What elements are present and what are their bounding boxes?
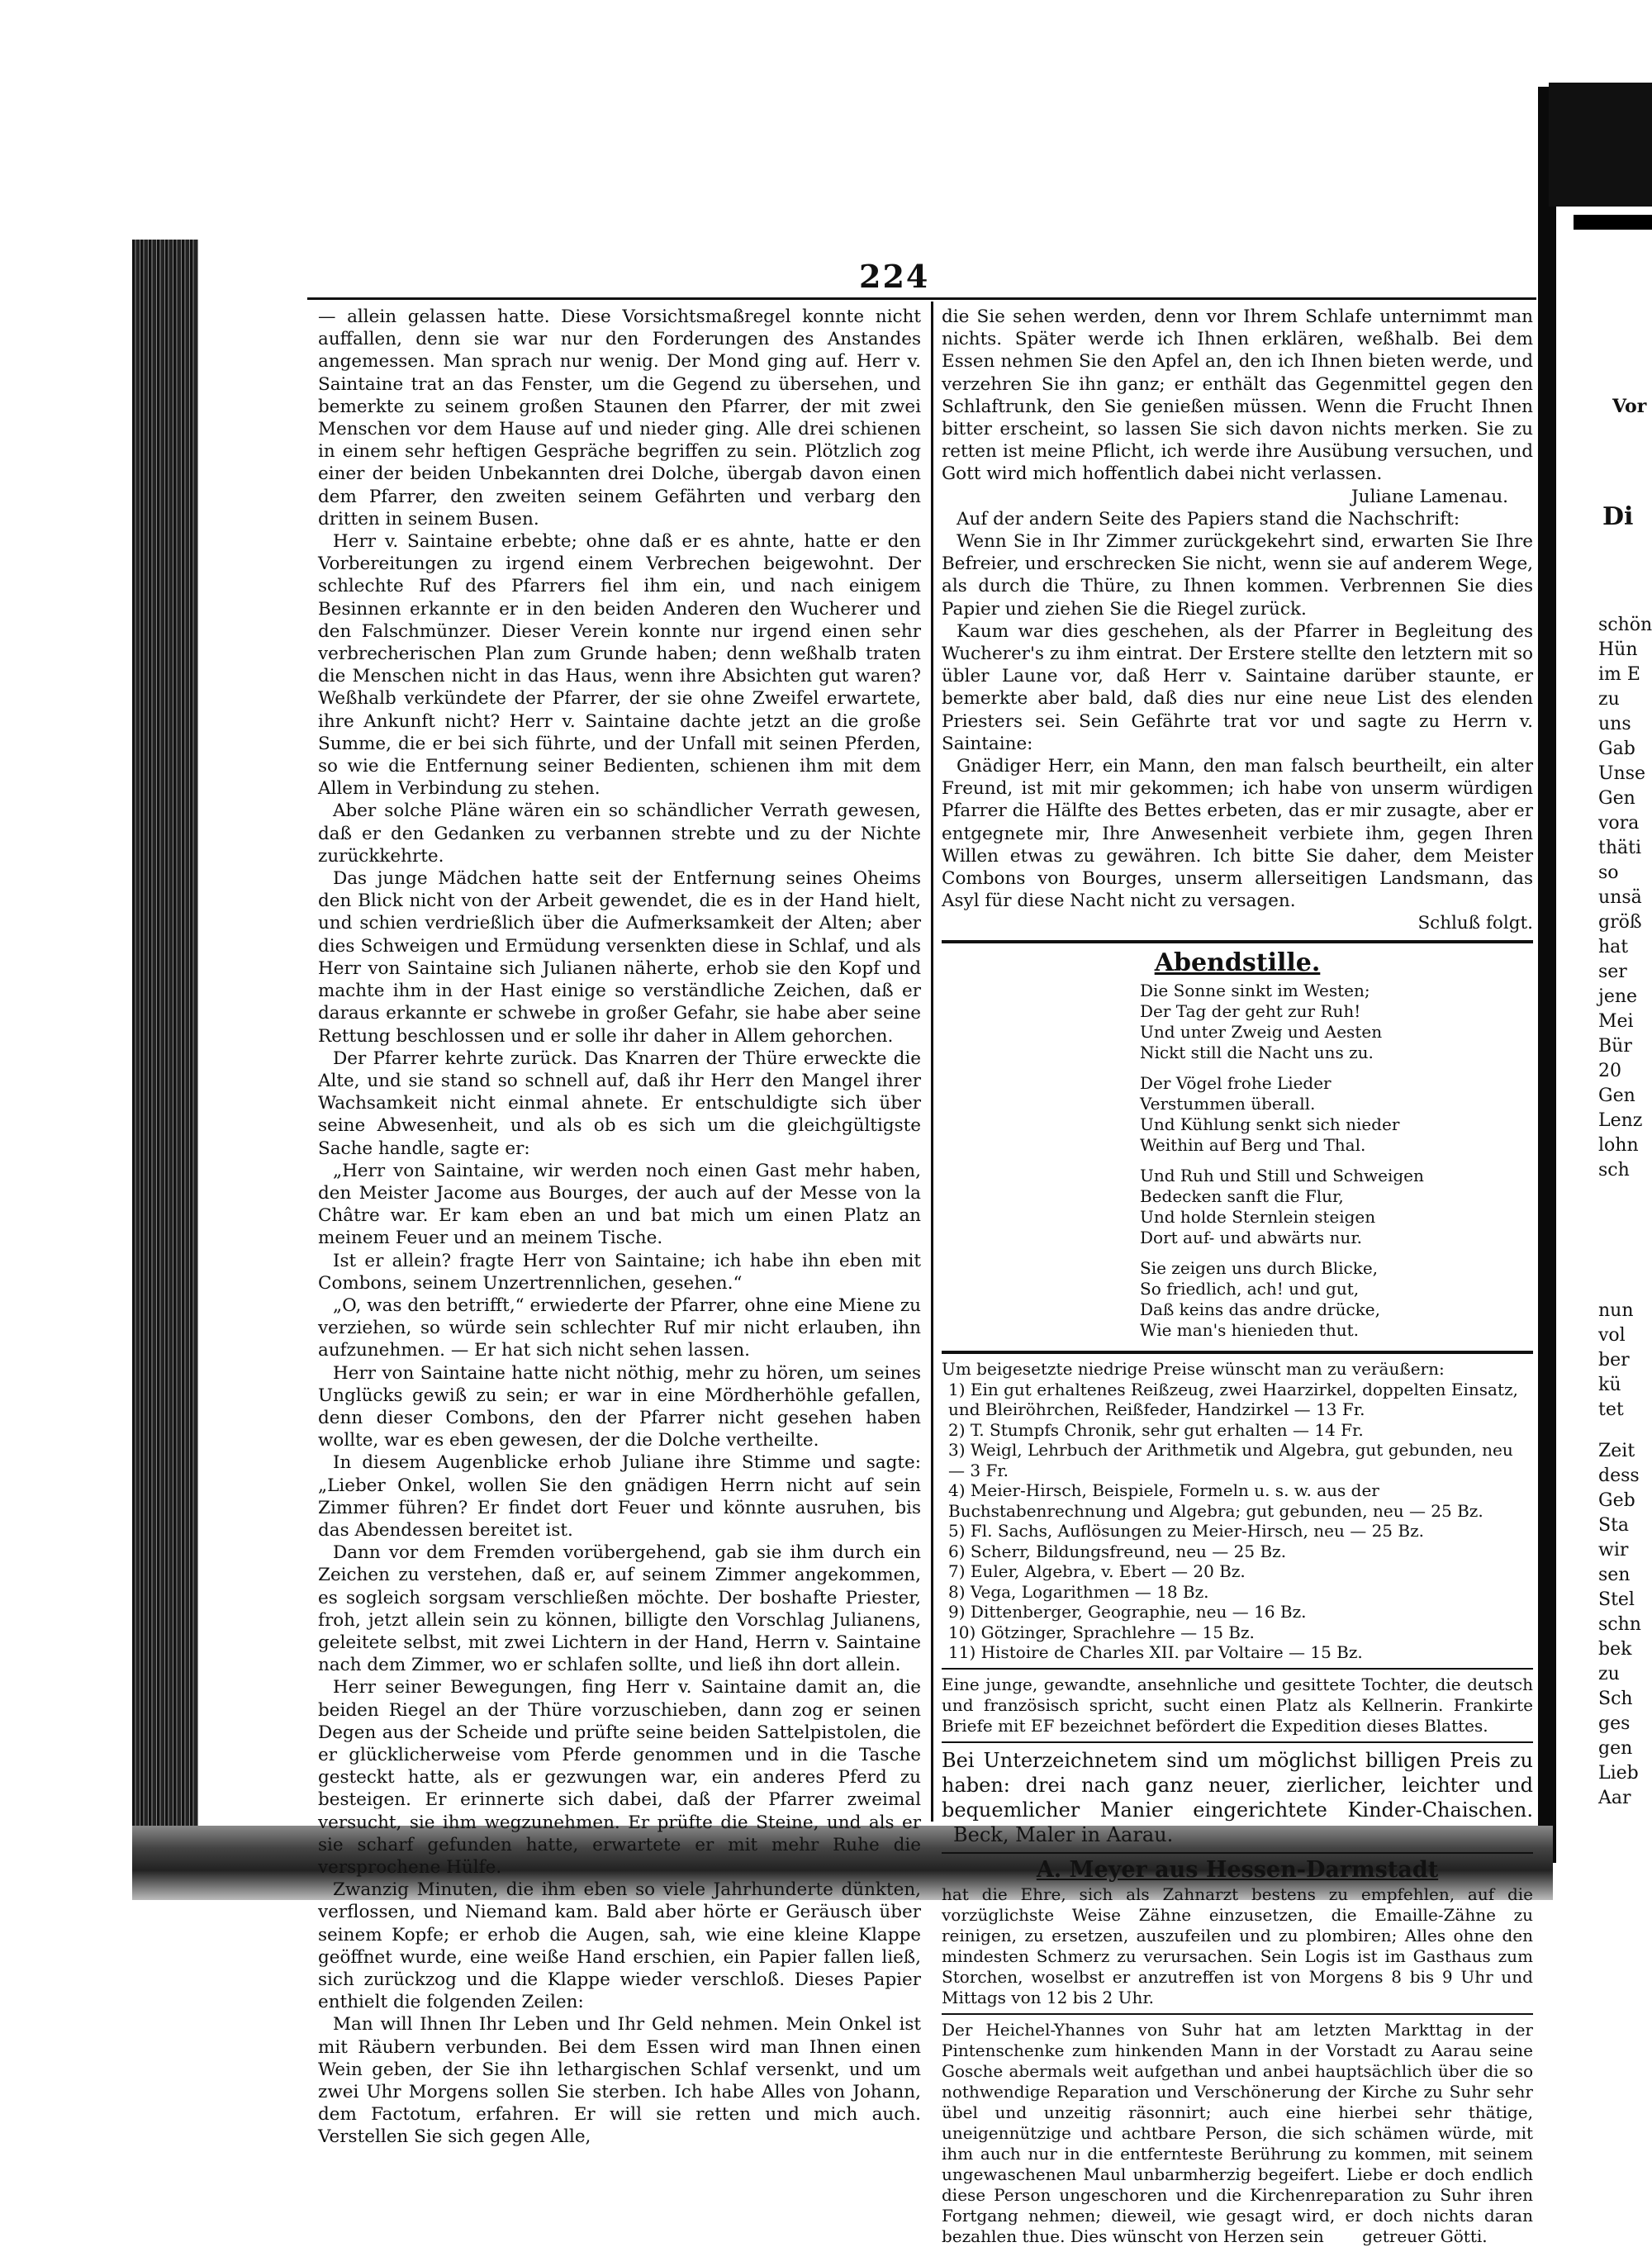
edge-fragment: zu [1598, 689, 1620, 710]
edge-fragment: lohn [1598, 1135, 1639, 1156]
edge-fragment: Mei [1598, 1011, 1634, 1032]
edge-fragment: Vor [1612, 396, 1647, 417]
list-item: 7) Euler, Algebra, v. Ebert — 20 Bz. [948, 1561, 1246, 1582]
edge-fragment: Lenz [1598, 1110, 1643, 1131]
paragraph: Kaum war dies geschehen, als der Pfarrer in Begleitung des Wucherer's zu ihm eintrat. Der Erstere stellte den letztern mit so übler Laune vor, daß Herr v. Saintaine darüber staunte, er bemerkte aber bald, daß dies nur eine neue List des elenden Priesters sei. Sein Gefährte trat vor und sagte zu Herrn v. Saintaine: [942, 620, 1533, 754]
edge-fragment: ser [1598, 962, 1627, 982]
edge-fragment: kü [1598, 1375, 1621, 1395]
edge-fragment: schn [1598, 1614, 1641, 1635]
section-rule [942, 940, 1533, 943]
ad-rule [942, 1741, 1533, 1743]
edge-fragment: wir [1598, 1540, 1629, 1561]
paragraph: — allein gelassen hatte. Diese Vorsichtsmaßregel konnte nicht auffallen, denn sie war nur den Forderungen des Anstandes angemessen. Man sprach nur wenig. Der Mond ging auf. Herr v. Saintaine trat an das Fenster, um die Gegend zu übersehen, und bemerkte zu seinem großen Staunen den Pfarrer, der mit zwei Menschen vor dem Hause auf und nieder ging. Alle drei schienen in einem sehr heftigen Gespräche begriffen zu sein. Plötzlich zog einer der beiden Unbekannten drei Dolche, übergab davon einen dem Pfarrer, den zweiten seinem Gefährten und verbarg den dritten in seinem Busen. [318, 306, 921, 530]
right-page-header-block [1549, 83, 1652, 207]
poem-stanza [1140, 1166, 1533, 1248]
edge-fragment: sen [1598, 1565, 1631, 1585]
edge-fragment: zu [1598, 1664, 1620, 1684]
ad-chaischen-signature: Beck, Maler in Aarau. [953, 1822, 1174, 1846]
ad-zahnarzt-text: hat die Ehre, sich als Zahnarzt bestens zu empfehlen, auf die vorzüglichste Weise Zähne einzusetzen, die Emaille-Zähne zu reinigen, zu ersetzen, auszufeilen und zu plombiren; Alles ohne den mindesten Schmerz zu verursachen. Sein Logis ist im Gasthaus zum Storchen, woselbst er anzutreffen ist von Morgens 8 bis 9 Uhr und Mittags von 12 bis 2 Uhr. [942, 1884, 1533, 2008]
edge-fragment: uns [1598, 714, 1631, 734]
edge-fragment: Lieb [1598, 1763, 1639, 1784]
edge-fragment: Stel [1598, 1589, 1635, 1610]
paragraph: Dann vor dem Fremden vorübergehend, gab sie ihm durch ein Zeichen zu verstehen, daß er, auf seinem Zimmer angekommen, es sogleich sorgsam verschließen möchte. Der boshafte Priester, froh, jetzt allein sein zu können, billigte den Vorschlag Julianens, geleitete selbst, mit zwei Lichtern in der Hand, Herrn v. Saintaine nach dem Zimmer, wo er schlafen sollte, und ließ ihn dort allein. [318, 1542, 921, 1676]
right-column [942, 306, 1533, 2247]
poem-line: Nickt still die Nacht uns zu. [1140, 1042, 1374, 1062]
list-item: 4) Meier-Hirsch, Beispiele, Formeln u. s. w. aus der Buchstabenrechnung und Algebra; gut gebunden, neu — 25 Bz. [948, 1480, 1483, 1521]
edge-fragment: Gab [1598, 739, 1635, 759]
poem-line: Sie zeigen uns durch Blicke, [1140, 1257, 1379, 1278]
edge-fragment: Gen [1598, 1085, 1635, 1106]
list-item: 8) Vega, Logarithmen — 18 Bz. [948, 1581, 1209, 1602]
paragraph: Aber solche Pläne wären ein so schändlicher Verrath gewesen, daß er den Gedanken zu verbannen strebte und zu der Nichte zurückkehrte. [318, 800, 921, 867]
book-page-edge [132, 240, 198, 1859]
edge-fragment: vora [1598, 813, 1640, 834]
ad-rule [942, 1852, 1533, 1854]
ad-books-list [942, 1380, 1533, 1663]
poem-line: Der Vögel frohe Lieder [1140, 1072, 1332, 1093]
paragraph: Herr seiner Bewegungen, fing Herr v. Saintaine damit an, die beiden Riegel an der Thüre vorzuschieben, dann zog er seinen Degen aus der Scheide und prüfte seine beiden Sattelpistolen, die er glücklicherweise vom Pferde genommen und in die Tasche gesteckt hatte, als er gezwungen war, ein anderes Pferd zu besteigen. Er erinnerte sich dabei, daß der Pfarrer zweimal versucht, sie ihm wegzunehmen. Er prüfte die Steine, und als er sie scharf gefunden hatte, erwartete er mit mehr Ruhe die versprochene Hülfe. [318, 1677, 921, 1879]
edge-fragment: Hün [1598, 639, 1638, 660]
edge-fragment: Sta [1598, 1515, 1630, 1536]
poem-line: Und unter Zweig und Aesten [1140, 1021, 1383, 1042]
paragraph: „Herr von Saintaine, wir werden noch einen Gast mehr haben, den Meister Jacome aus Bourges, der auch auf der Messe von la Châtre war. Er kam eben an und bat mich um einen Platz an meinem Feuer und an meinem Tische. [318, 1160, 921, 1249]
list-item: 3) Weigl, Lehrbuch der Arithmetik und Algebra, gut gebunden, neu — 3 Fr. [948, 1440, 1513, 1480]
paragraph: In diesem Augenblicke erhob Juliane ihre Stimme und sagte: „Lieber Onkel, wollen Sie den gnädigen Herrn nicht auf sein Zimmer führen? Er findet dort Feuer und könnte ausruhen, bis das Abendessen bereitet ist. [318, 1452, 921, 1541]
edge-fragment: Sch [1598, 1689, 1633, 1709]
right-page-binding [1538, 87, 1556, 1863]
poem-line: Die Sonne sinkt im Westen; [1140, 980, 1370, 1000]
paragraph: Gnädiger Herr, ein Mann, den man falsch beurtheilt, ein alter Freund, ist mit mir gekommen; ich habe von unserm würdigen Pfarrer die Hälfte des Bettes erbeten, das er mir zusagte, aber er entgegnete mir, Ihre Anwesenheit verbiete ihm, gegen Ihren Willen etwas zu gewähren. Ich bitte Sie daher, dem Meister Combons von Bourges, unserm allerseitigen Landsmann, das Asyl für diese Nacht nicht zu versagen. [942, 756, 1533, 912]
edge-fragment: größ [1598, 912, 1642, 933]
list-item: 1) Ein gut erhaltenes Reißzeug, zwei Haarzirkel, doppelten Einsatz, und Bleiröhrchen, Reißfeder, Handzirkel — 13 Fr. [948, 1379, 1518, 1420]
paragraph: „O, was den betrifft,“ erwiederte der Pfarrer, ohne eine Miene zu verziehen, so würde sein schlechter Ruf mir nicht erlauben, ihn aufzunehmen. — Er hat sich nicht sehen lassen. [318, 1295, 921, 1361]
poem-stanza [1140, 1258, 1533, 1341]
ad-chaischen-text: Bei Unterzeichnetem sind um möglichst billigen Preis zu haben: drei nach ganz neuer, zierlicher, leichter und bequemlicher Manier eingerichtete Kinder-Chaischen. [942, 1748, 1533, 1822]
left-column [318, 306, 921, 2149]
ad-goetti-signature: getreuer Götti. [1362, 2226, 1488, 2247]
edge-fragment: thäti [1598, 838, 1642, 858]
column-divider [931, 302, 933, 1822]
poem-line: Daß keins das andre drücke, [1140, 1299, 1380, 1319]
ad-kellnerin: Eine junge, gewandte, ansehnliche und gesittete Tochter, die deutsch und französisch spricht, sucht einen Platz als Kellnerin. Frankirte Briefe mit EF bezeichnet befördert die Expedition dieses Blattes. [942, 1674, 1533, 1736]
edge-fragment: Bür [1598, 1036, 1632, 1057]
paragraph: Herr v. Saintaine erbebte; ohne daß er es ahnte, hatte er den Vorbereitungen zu irgend einem Verbrechen beigewohnt. Der schlechte Ruf des Pfarrers fiel ihm ein, und nach einigem Besinnen erkannte er in den beiden Anderen den Wucherer und den Falschmünzer. Dieser Verein konnte nur irgend einen sehr verbrecherischen Plan zum Grunde haben; denn weßhalb traten die Menschen nicht in das Haus, wenn ihre Absichten gut waren? Weßhalb verkündete der Pfarrer, der sie ohne Zweifel erwartete, ihre Ankunft nicht? Herr v. Saintaine dachte jetzt an die große Summe, die er bei sich führte, und der Unfall mit seinen Pferden, so wie die Entfernung seiner Bedienten, schienen ihm mit dem Allem in Verbindung zu stehen. [318, 531, 921, 800]
poem-stanza [1140, 981, 1533, 1063]
poem-line: Weithin auf Berg und Thal. [1140, 1134, 1366, 1155]
ad-goetti [942, 2020, 1533, 2247]
edge-fragment: jene [1598, 986, 1638, 1007]
edge-fragment: hat [1598, 937, 1629, 957]
paragraph: Zwanzig Minuten, die ihm eben so viele Jahrhunderte dünkten, verflossen, und Niemand kam. Bald aber hörte er Geräusch über seinem Kopfe; er erhob die Augen, sah, wie eine kleine Klappe geöffnet wurde, eine weiße Hand erschien, ein Papier fallen ließ, sich zurückzog und die Klappe wieder verschloß. Dieses Papier enthielt die folgenden Zeilen: [318, 1879, 921, 2013]
edge-fragment: vol [1598, 1325, 1626, 1346]
header-rule [307, 297, 1536, 300]
letter-signature: Juliane Lamenau. [1351, 486, 1508, 507]
poem-line: Und Ruh und Still und Schweigen [1140, 1165, 1424, 1185]
edge-fragment: Aar [1598, 1788, 1631, 1808]
list-item: 11) Histoire de Charles XII. par Voltaire — 15 Bz. [948, 1642, 1363, 1663]
edge-fragment: Zeit [1598, 1441, 1635, 1461]
ad-books-intro: Um beigesetzte niedrige Preise wünscht man zu veräußern: [942, 1358, 1445, 1379]
edge-fragment: unsä [1598, 887, 1642, 908]
list-item: 10) Götzinger, Sprachlehre — 15 Bz. [948, 1622, 1255, 1642]
poem-stanza [1140, 1073, 1533, 1156]
edge-fragment: schön [1598, 615, 1652, 635]
paragraph: die Sie sehen werden, denn vor Ihrem Schlafe unternimmt man nichts. Später werde ich Ihnen erklären, weßhalb. Bei dem Essen nehmen Sie den Apfel an, den ich Ihnen bieten werde, und verzehren Sie ihn ganz; er enthält das Gegenmittel gegen den Schlaftrunk, den Sie genießen müssen. Wenn die Frucht Ihnen bitter erscheint, so lassen Sie sich davon nichts merken. Sie zu retten ist meine Pflicht, ich werde ihre Ausübung versuchen, und Gott wird mich hoffentlich dabei nicht verlassen. [942, 306, 1533, 485]
edge-fragment: sch [1598, 1160, 1630, 1181]
list-item: 9) Dittenberger, Geographie, neu — 16 Bz. [948, 1602, 1307, 1622]
edge-fragment: 20 [1598, 1061, 1621, 1081]
paragraph: Wenn Sie in Ihr Zimmer zurückgekehrt sind, erwarten Sie Ihre Befreier, und erschrecken Sie nicht, wenn sie auf anderem Wege, als durch die Thüre, zu Ihnen kommen. Verbrennen Sie dies Papier und ziehen Sie die Riegel zurück. [942, 531, 1533, 620]
edge-fragment: ber [1598, 1350, 1630, 1371]
edge-fragment: ges [1598, 1713, 1631, 1734]
poem-line: Und Kühlung senkt sich nieder [1140, 1114, 1400, 1134]
poem-line: Wie man's hienieden thut. [1140, 1319, 1359, 1340]
edge-fragment: nun [1598, 1300, 1634, 1321]
poem-line: So friedlich, ach! und gut, [1140, 1278, 1360, 1299]
edge-fragment: so [1598, 862, 1619, 883]
to-be-continued: Schluß folgt. [1417, 913, 1533, 934]
paragraph: Man will Ihnen Ihr Leben und Ihr Geld nehmen. Mein Onkel ist mit Räubern verbunden. Bei dem Essen wird man Ihnen einen Wein geben, der Sie ihn lethargischen Schlaf versenkt, und um zwei Uhr Morgens sollen Sie sterben. Ich habe Alles von Johann, dem Factotum, erfahren. Er will sie retten und mich auch. Verstellen Sie sich gegen Alle, [318, 2014, 921, 2148]
list-item: 2) T. Stumpfs Chronik, sehr gut erhalten — 14 Fr. [948, 1419, 1364, 1440]
paragraph: Auf der andern Seite des Papiers stand die Nachschrift: [957, 508, 1460, 530]
poem-line: Und holde Sternlein steigen [1140, 1206, 1376, 1227]
poem-line: Verstummen überall. [1140, 1093, 1316, 1114]
paragraph: Das junge Mädchen hatte seit der Entfernung seines Oheims den Blick nicht von der Arbeit gewendet, die es in der Hand hielt, und schien verdrießlich über die Aufmerksamkeit der Alten; aber dies Schweigen und Ermüdung versenkten diese in Schlaf, und als Herr von Saintaine sich Julianen näherte, erhob sie den Kopf und machte ihm in der Hast einige so verständliche Zeichen, daß er daraus erkannte er schwebe in großer Gefahr, sie habe aber seine Rettung beschlossen und er solle ihr daher in Allem gehorchen. [318, 868, 921, 1047]
list-item: 6) Scherr, Bildungsfreund, neu — 25 Bz. [948, 1541, 1287, 1561]
edge-fragment: Unse [1598, 763, 1646, 784]
ad-rule [942, 1668, 1533, 1670]
page-number: 224 [859, 258, 930, 295]
edge-fragment: dess [1598, 1466, 1640, 1486]
right-page-header-rule [1574, 215, 1652, 230]
paragraph: Der Pfarrer kehrte zurück. Das Knarren der Thüre erweckte die Alte, und sie stand so schnell auf, daß ihr Herr den Mangel ihrer Wachsamkeit nicht einmal ahnete. Er entschuldigte sich über seine Abwesenheit, und als ob es sich um die gleichgültigste Sache handle, sagte er: [318, 1047, 921, 1159]
edge-fragment: Di [1602, 502, 1634, 531]
edge-fragment: tet [1598, 1399, 1624, 1420]
edge-fragment: bek [1598, 1639, 1632, 1660]
paragraph: Herr von Saintaine hatte nicht nöthig, mehr zu hören, um seines Unglücks gewiß zu sein; er war in eine Mördherhöhle gefallen, denn dieser Combons, den der Pfarrer nicht gesehen haben wollte, war es eben gewesen, der die Dolche vertheilte. [318, 1362, 921, 1451]
edge-fragment: gen [1598, 1738, 1633, 1759]
poem-line: Dort auf- und abwärts nur. [1140, 1227, 1363, 1247]
ad-zahnarzt-title: A. Meyer aus Hessen-Darmstadt [1036, 1856, 1439, 1883]
section-rule [942, 1351, 1533, 1354]
edge-fragment: Gen [1598, 788, 1635, 809]
list-item: 5) Fl. Sachs, Auflösungen zu Meier-Hirsch, neu — 25 Bz. [948, 1521, 1424, 1542]
paragraph: Ist er allein? fragte Herr von Saintaine; ich habe ihn eben mit Combons, seinem Unzertrennlichen, gesehen.“ [318, 1250, 921, 1294]
poem-line: Bedecken sanft die Flur, [1140, 1185, 1344, 1206]
edge-fragment: im E [1598, 664, 1640, 685]
ad-goetti-text: Der Heichel-Yhannes von Suhr hat am letzten Markttag in der Pintenschenke zum hinkenden Mann in der Vorstadt zu Aarau seine Gosche abermals weit aufgethan und anbei hauptsächlich über die so nothwendige Reparation und Verschönerung der Kirche zu Suhr sehr übel und unzeitig räsonnirt; auch eine hierbei sehr thätige, uneigennützige und achtbare Person, die sich schämen würde, mit ihm auch nur in die entfernteste Berührung zu kommen, mit seinem ungewaschenen Maul unbarmherzig begeifert. Liebe er doch endlich diese Person ungeschoren und die Kirchenreparation zu Suhr ihren Fortgang nehmen; dieweil, wie gesagt wird, er doch nichts daran bezahlen thue. Dies wünscht von Herzen sein [942, 2020, 1533, 2247]
ad-chaischen [942, 1748, 1533, 1847]
edge-fragment: Geb [1598, 1490, 1635, 1511]
ad-rule [942, 2013, 1533, 2015]
poem-line: Der Tag der geht zur Ruh! [1140, 1000, 1361, 1021]
poem-title: Abendstille. [1154, 948, 1321, 977]
